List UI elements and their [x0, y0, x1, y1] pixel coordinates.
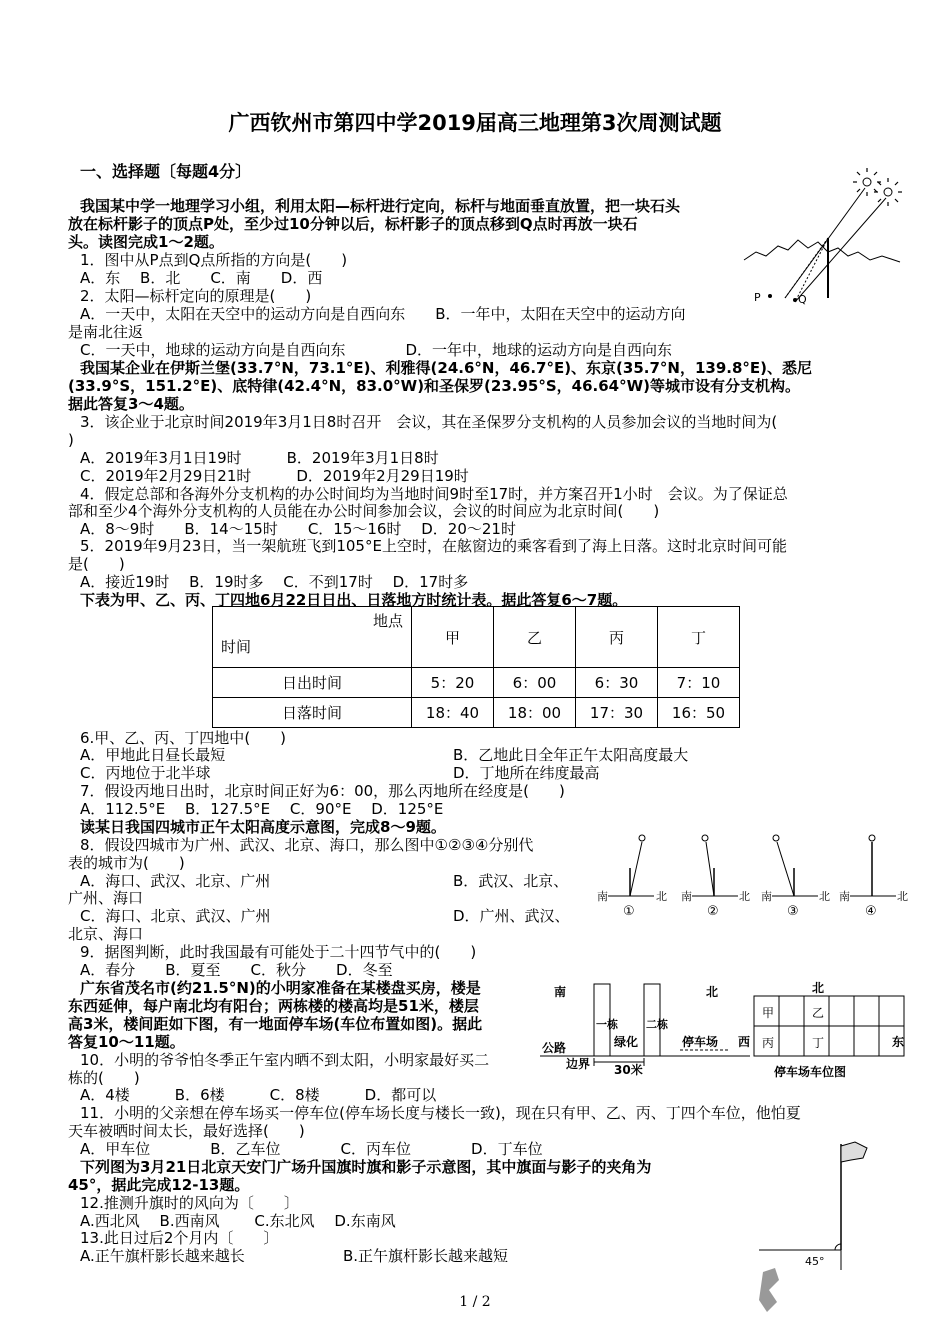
noon-sun-figure — [596, 828, 906, 924]
question-7-options: A．112.5°E B．127.5°E C．90°E D．125°E — [80, 800, 444, 818]
question-3-options: A．2019年3月1日19时 B．2019年3月1日8时 — [80, 449, 439, 467]
south-label: 南 — [839, 890, 850, 903]
map-north-label: 北 — [812, 981, 825, 995]
question-9: 9．据图判断，此时我国最有可能处于二十四节气中的( ) — [80, 943, 477, 961]
north-label: 北 — [706, 985, 719, 999]
question-10-options: A．4楼 B．6楼 C．8楼 D．都可以 — [80, 1086, 437, 1104]
intro-12-13: 45°，据此完成12-13题。 — [68, 1176, 250, 1194]
question-5: 5．2019年9月23日，当一架航班飞到105°E上空时，在舷窗边的乘客看到了海上日落。这时北京时间可能 — [80, 537, 787, 555]
table-row — [213, 698, 740, 728]
table-header-cell: 丙 — [576, 607, 658, 668]
city-number: ① — [623, 904, 635, 919]
question-2-option-c: C．一天中，地球的运动方向是自西向东 D．一年中，地球的运动方向是自西向东 — [80, 341, 673, 359]
road-label: 公路 — [542, 1041, 567, 1055]
table-cell: 18：00 — [494, 698, 576, 728]
table-corner-cell — [213, 607, 412, 668]
table-header-cell: 甲 — [412, 607, 494, 668]
question-4: 部和至少4个海外分支机构的人员能在办公时间参加会议，会议的时间应为北京时间( ) — [68, 502, 660, 520]
intro-3-4: 我国某企业在伊斯兰堡(33.7°N，73.1°E)、利雅得(24.6°N，46.7°E)、东京(35.7°N，139.8°E)、悉尼 — [80, 359, 813, 377]
question-3-options: C．2019年2月29日21时 D．2019年2月29日19时 — [80, 467, 469, 485]
south-label: 南 — [597, 890, 608, 903]
table-row — [213, 668, 740, 698]
city-number: ② — [707, 904, 719, 919]
spot-ding: 丁 — [812, 1036, 825, 1050]
question-5-options: A．接近19时 B．19时多 C．不到17时 D．17时多 — [80, 573, 469, 591]
row-label: 日落时间 — [213, 698, 412, 728]
question-8-option-d: 北京、海口 — [68, 925, 144, 943]
question-6-option-b: B．乙地此日全年正午太阳高度最大 — [453, 746, 689, 764]
buildings-figure — [540, 978, 912, 1088]
page-number: 1 / 2 — [459, 1294, 491, 1310]
north-label: 北 — [897, 890, 908, 903]
distance-label: 30米 — [614, 1063, 643, 1077]
question-8: 8．假设四城市为广州、武汉、北京、海口，那么图中①②③④分别代 — [80, 836, 534, 854]
table-cell: 17：30 — [576, 698, 658, 728]
question-8-option-c: C．海口、北京、武汉、广州 — [80, 907, 271, 925]
south-label: 南 — [761, 890, 772, 903]
south-label: 南 — [554, 985, 567, 999]
map-west-label: 西 — [738, 1035, 751, 1049]
question-12: 12.推测升旗时的风向为〔 〕 — [80, 1194, 299, 1212]
question-4: 4．假定总部和各海外分支机构的办公时间均为当地时间9时至17时，并方案召开1小时 会议。为了保证总 — [80, 485, 788, 503]
question-4-options: A．8～9时 B．14～15时 C．15～16时 D．20～21时 — [80, 520, 516, 538]
question-8-option-d: D．广州、武汉、 — [453, 907, 570, 925]
city-number: ③ — [787, 904, 799, 919]
intro-1-2: 放在标杆影子的顶点P处，至少过10分钟以后，标杆影子的顶点移到Q点时再放一块石 — [68, 215, 638, 233]
intro-8-9: 读某日我国四城市正午太阳高度示意图，完成8～9题。 — [80, 818, 446, 836]
table-cell: 16：50 — [658, 698, 740, 728]
north-label: 北 — [656, 890, 667, 903]
question-8-option-a: A．海口、武汉、北京、广州 — [80, 872, 271, 890]
intro-10-11: 广东省茂名市(约21.5°N)的小明家准备在某楼盘买房，楼是 — [80, 979, 481, 997]
question-11: 天车被晒时间太长，最好选择( ) — [68, 1122, 305, 1140]
table-cell: 18：40 — [412, 698, 494, 728]
question-5: 是( ) — [68, 555, 125, 573]
table-header-cell: 丁 — [658, 607, 740, 668]
intro-10-11: 高3米，楼间距如下图，有一地面停车场(车位布置如图)。据此 — [68, 1015, 483, 1033]
question-8-option-b: B．武汉、北京、 — [453, 872, 569, 890]
question-2: 2．太阳—标杆定向的原理是( ) — [80, 287, 312, 305]
question-10: 栋的( ) — [68, 1069, 140, 1087]
question-13: 13.此日过后2个月内〔 〕 — [80, 1229, 279, 1247]
section-heading: 一、选择题〔每题4分〕 — [80, 162, 252, 181]
question-6: 6.甲、乙、丙、丁四地中( ) — [80, 729, 287, 747]
question-8-option-b: 广州、海口 — [68, 889, 144, 907]
table-header-cell: 乙 — [494, 607, 576, 668]
question-11-options: A．甲车位 B．乙车位 C．丙车位 D．丁车位 — [80, 1140, 543, 1158]
table-cell: 6：30 — [576, 668, 658, 698]
question-13-option-a: A.正午旗杆影长越来越长 — [80, 1247, 245, 1265]
green-label: 绿化 — [614, 1035, 639, 1049]
intro-3-4: 据此答复3～4题。 — [68, 395, 194, 413]
parking-label: 停车场 — [682, 1035, 719, 1049]
south-label: 南 — [681, 890, 692, 903]
table-cell: 5：20 — [412, 668, 494, 698]
intro-1-2: 头。读图完成1～2题。 — [68, 233, 224, 251]
question-2-option-a: 是南北往返 — [68, 323, 144, 341]
building-1-label: 一栋 — [596, 1018, 618, 1031]
header-time: 时间 — [221, 638, 252, 656]
table-cell: 6：00 — [494, 668, 576, 698]
building-2-label: 二栋 — [646, 1018, 668, 1031]
question-10: 10．小明的爷爷怕冬季正午室内晒不到太阳，小明家最好买二 — [80, 1051, 490, 1069]
intro-3-4: (33.9°S，151.2°E)、底特律(42.4°N，83.0°W)和圣保罗(23.95°S，46.64°W)等城市设有分支机构。 — [68, 377, 800, 395]
question-13-option-b: B.正午旗杆影长越来越短 — [343, 1247, 509, 1265]
question-11: 11．小明的父亲想在停车场买一停车位(停车场长度与楼长一致)，现在只有甲、乙、丙、丁四个车位，他怕夏 — [80, 1104, 801, 1122]
label-q: Q — [798, 293, 807, 306]
sun-pole-figure — [740, 168, 910, 308]
question-1-options: A．东 B．北 C．南 D．西 — [80, 269, 323, 287]
flag-figure — [755, 1140, 895, 1320]
question-6-option-c: C．丙地位于北半球 — [80, 764, 211, 782]
row-label: 日出时间 — [213, 668, 412, 698]
parking-map-caption: 停车场车位图 — [774, 1065, 847, 1079]
intro-12-13: 下列图为3月21日北京天安门广场升国旗时旗和影子示意图，其中旗面与影子的夹角为 — [80, 1158, 652, 1176]
north-label: 北 — [739, 890, 750, 903]
question-9-options: A．春分 B．夏至 C．秋分 D．冬至 — [80, 961, 393, 979]
angle-label: 45° — [805, 1255, 825, 1268]
intro-1-2: 我国某中学一地理学习小组，利用太阳—标杆进行定向，标杆与地面垂直放置，把一块石头 — [80, 197, 681, 215]
north-label: 北 — [819, 890, 830, 903]
intro-10-11: 东西延伸，每户南北均有阳台；两栋楼的楼高均是51米，楼层 — [68, 997, 479, 1015]
border-label: 边界 — [566, 1057, 591, 1071]
question-8: 表的城市为( ) — [68, 854, 185, 872]
question-7: 7．假设丙地日出时，北京时间正好为6：00，那么丙地所在经度是( ) — [80, 782, 565, 800]
spot-yi: 乙 — [812, 1006, 825, 1020]
header-place: 地点 — [372, 612, 403, 630]
question-1: 1．图中从P点到Q点所指的方向是( ) — [80, 251, 348, 269]
sunrise-sunset-table — [212, 606, 740, 728]
question-2-option-a: A．一天中，太阳在天空中的运动方向是自西向东 B．一年中，太阳在天空中的运动方向 — [80, 305, 686, 323]
question-6-option-d: D．丁地所在纬度最高 — [453, 764, 600, 782]
question-3: 3．该企业于北京时间2019年3月1日8时召开 会议，其在圣保罗分支机构的人员参加会议的当地时间为( — [80, 413, 778, 431]
spot-jia: 甲 — [762, 1006, 775, 1020]
question-6-option-a: A．甲地此日昼长最短 — [80, 746, 226, 764]
label-p: P — [754, 291, 761, 304]
table-cell: 7：10 — [658, 668, 740, 698]
spot-bing: 丙 — [762, 1036, 775, 1050]
intro-6-7: 下表为甲、乙、丙、丁四地6月22日日出、日落地方时统计表。据此答复6～7题。 — [80, 591, 628, 609]
question-12-options: A.西北风 B.西南风 C.东北风 D.东南风 — [80, 1212, 396, 1230]
question-3: ) — [68, 431, 74, 449]
map-east-label: 东 — [892, 1035, 905, 1049]
page-title: 广西钦州市第四中学2019届高三地理第3次周测试题 — [228, 111, 722, 135]
city-number: ④ — [865, 904, 877, 919]
intro-10-11: 答复10～11题。 — [68, 1033, 185, 1051]
